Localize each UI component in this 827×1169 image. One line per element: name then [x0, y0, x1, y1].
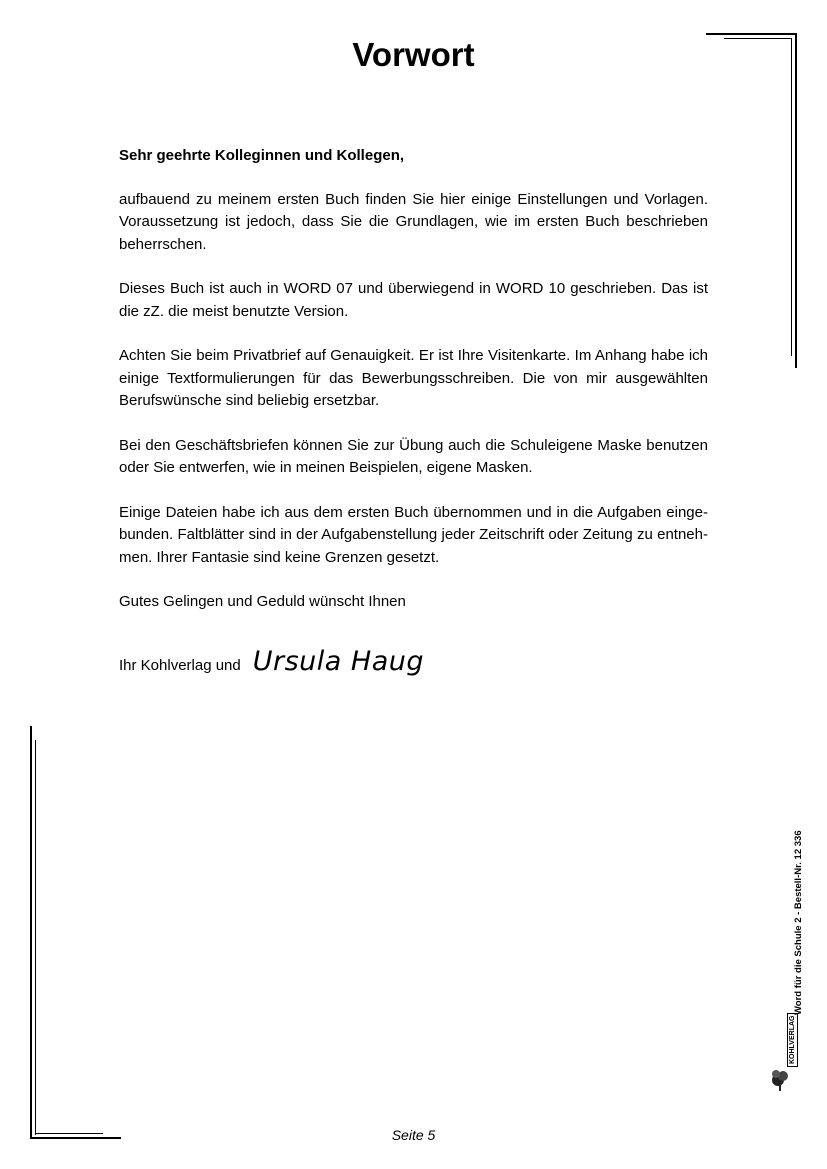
signature-name: Ursula Haug: [252, 646, 425, 677]
paragraph: aufbauend zu meinem ersten Buch finden Sie hier einige Einstellungen und Vorlagen. Voraussetzung ist jedoch, dass Sie die Grundlagen, wie im ersten Buch beschrieben beherrschen.: [119, 190, 708, 253]
frame-right-line-outer: [795, 33, 797, 368]
paragraph: Einige Dateien habe ich aus dem ersten Buch übernommen und in die Aufgaben eingebunden. Faltblätter sind in der Aufgabenstellung jeder Zeitschrift oder Zeitung zu entnehmen. Ihrer Fantasie sind keine Grenzen gesetzt.: [119, 503, 708, 566]
publisher-logo: KOHLVERLAG: [787, 1013, 798, 1067]
frame-top-line-inner: [724, 38, 792, 39]
tree-icon: [768, 1025, 796, 1095]
page-title: Vorwort: [352, 36, 475, 73]
signature-line: [119, 646, 424, 677]
page-number: Seite 5: [391, 1127, 436, 1143]
side-label: Word für die Schule 2 - Bestell-Nr. 12 336: [793, 830, 804, 1015]
signature-prefix: Ihr Kohlverlag und: [119, 657, 241, 674]
body-text: [119, 145, 708, 614]
closing-line: Gutes Gelingen und Geduld wünscht Ihnen: [119, 593, 406, 610]
frame-right-line-inner: [791, 38, 792, 356]
greeting: Sehr geehrte Kolleginnen und Kollegen,: [119, 147, 405, 164]
paragraph: Achten Sie beim Privatbrief auf Genauigkeit. Er ist Ihre Visitenkarte. Im Anhang habe ich einige Textformulierungen für das Bewerbungsschreiben. Die von mir ausgewählten Berufswünsche sind beliebig ersetzbar.: [119, 347, 708, 409]
frame-top-line-outer: [706, 33, 796, 35]
frame-left-line-outer: [30, 726, 32, 1139]
paragraph: Dieses Buch ist auch in WORD 07 und überwiegend in WORD 10 geschrieben. Das ist die zZ. die meist benutzte Version.: [119, 280, 708, 320]
paragraph: Bei den Geschäftsbriefen können Sie zur Übung auch die Schuleigene Maske benutzen oder Sie entwerfen, wie in meinen Beispielen, eigene Masken.: [119, 436, 708, 476]
frame-left-line-inner: [35, 740, 36, 1135]
